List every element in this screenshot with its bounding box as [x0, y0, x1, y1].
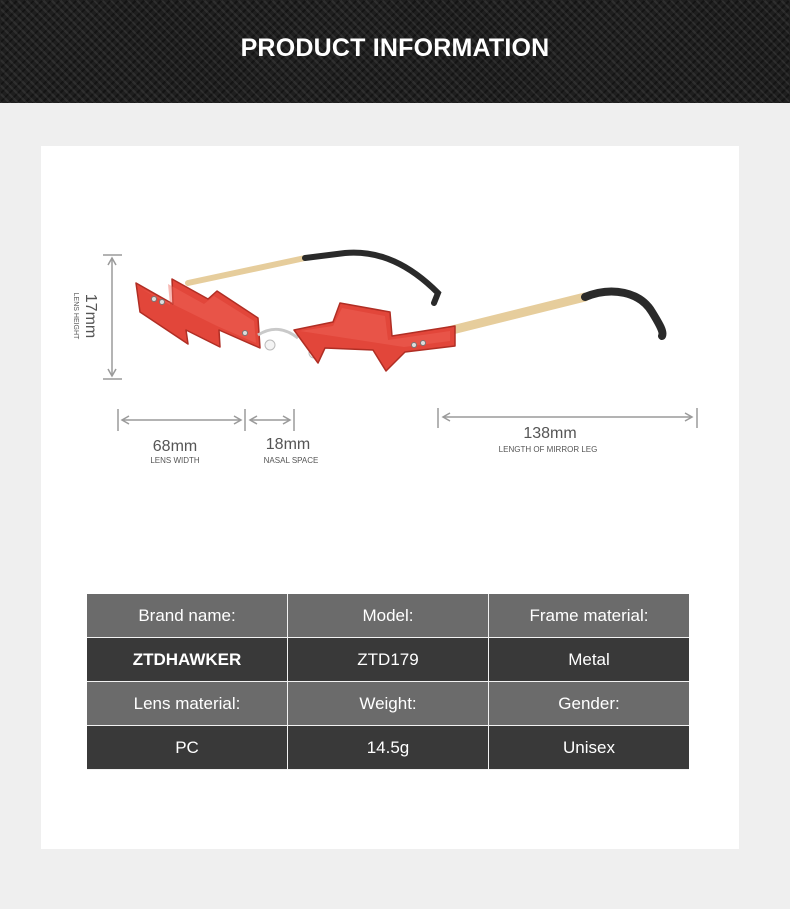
- model-value: ZTD179: [288, 638, 489, 682]
- weight-header: Weight:: [288, 682, 489, 726]
- frame-material-value: Metal: [489, 638, 690, 682]
- nasal-space-value: 18mm: [265, 436, 311, 453]
- lens-height-value: 17mm: [82, 293, 99, 339]
- table-row: [87, 726, 689, 770]
- nasal-space-dimension: [250, 409, 318, 465]
- lens-height-label: LENS HEIGHT: [72, 292, 79, 340]
- front-temple: [440, 292, 663, 336]
- lens-material-header: Lens material:: [87, 682, 288, 726]
- table-row: [87, 682, 689, 726]
- lens-width-label: LENS WIDTH: [150, 456, 200, 465]
- nasal-space-label: NASAL SPACE: [263, 456, 319, 465]
- spec-table: [87, 594, 689, 770]
- right-lens: [294, 303, 455, 371]
- mirror-leg-dimension: [438, 408, 697, 454]
- model-header: Model:: [288, 594, 489, 638]
- table-row: [87, 594, 689, 638]
- gender-value: Unisex: [489, 726, 690, 770]
- frame-material-header: Frame material:: [489, 594, 690, 638]
- back-temple: [188, 253, 438, 303]
- gender-header: Gender:: [489, 682, 690, 726]
- lens-height-dimension: [72, 255, 122, 379]
- lens-width-dimension: [118, 409, 245, 465]
- mirror-leg-value: 138mm: [523, 425, 577, 442]
- mirror-leg-label: LENGTH OF MIRROR LEG: [498, 445, 598, 454]
- brand-name-value: ZTDHAWKER: [87, 638, 288, 682]
- left-lens: [136, 279, 260, 348]
- weight-value: 14.5g: [288, 726, 489, 770]
- page-title: PRODUCT INFORMATION: [240, 34, 550, 62]
- lens-material-value: PC: [87, 726, 288, 770]
- table-row: [87, 638, 689, 682]
- brand-name-header: Brand name:: [87, 594, 288, 638]
- lens-width-value: 68mm: [152, 438, 198, 455]
